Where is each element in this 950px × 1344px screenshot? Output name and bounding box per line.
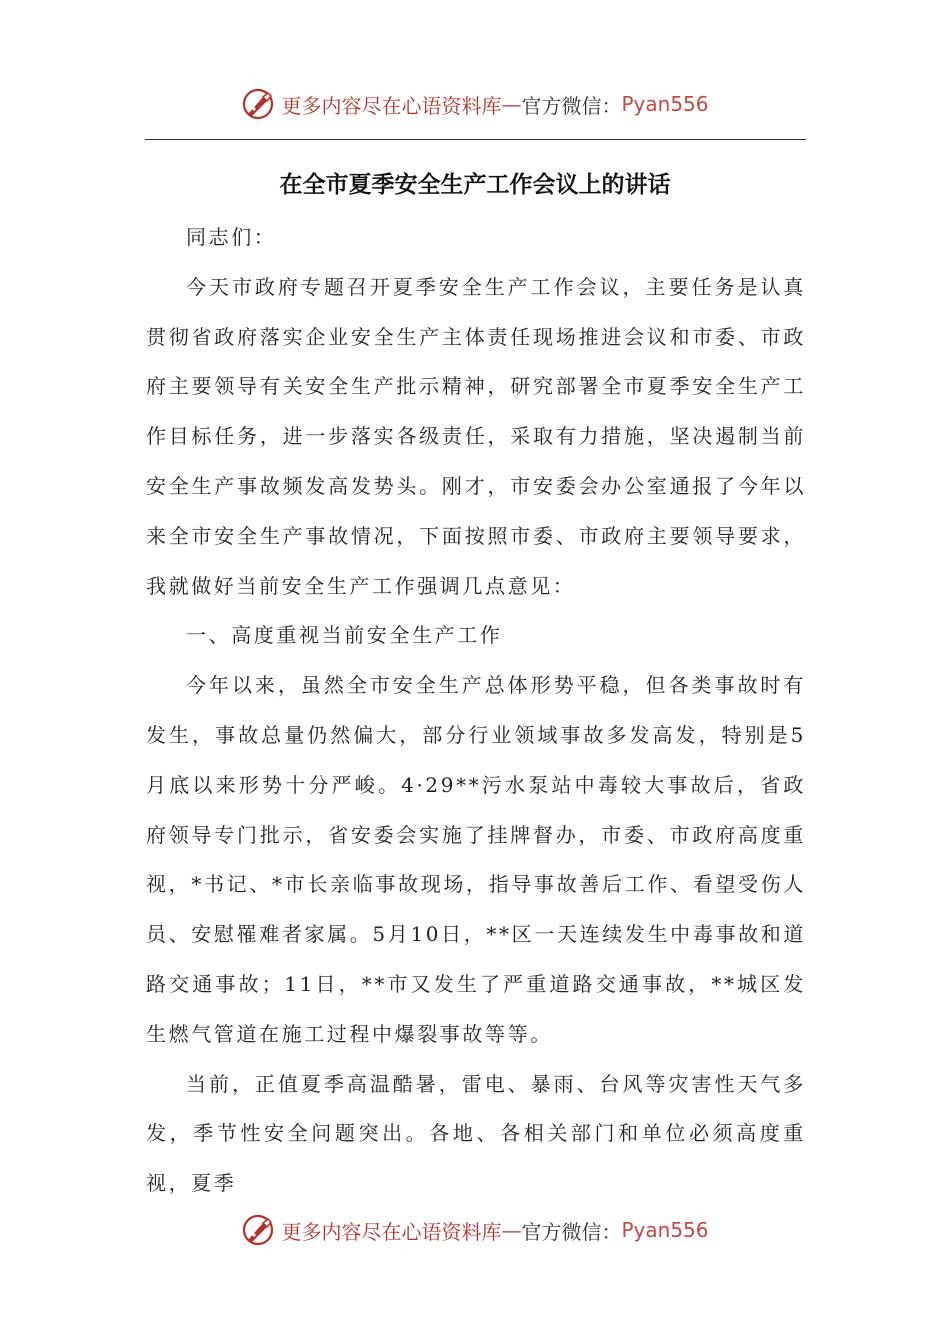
footer-brand: 更多内容尽在心语资料库	[281, 1219, 502, 1244]
pen-nib-circle-icon	[241, 1213, 275, 1247]
pen-nib-circle-icon	[241, 87, 275, 121]
document-body	[146, 213, 806, 1209]
header-dash: —	[501, 92, 522, 116]
section-heading: 一、高度重视当前安全生产工作	[186, 623, 503, 648]
header-brand: 更多内容尽在心语资料库	[281, 93, 502, 118]
header-divider	[145, 139, 806, 140]
footer-banner	[0, 1210, 950, 1250]
paragraph: 当前，正值夏季高温酷暑，雷电、暴雨、台风等灾害性天气多发，季节性安全问题突出。各地、各相关部门和单位必须高度重视，夏季	[146, 1071, 806, 1196]
header-wechat-id: Pyan556	[621, 92, 709, 116]
footer-wechat-id: Pyan556	[621, 1218, 709, 1242]
header-banner	[0, 84, 950, 124]
footer-dash: —	[501, 1218, 522, 1242]
document-title: 在全市夏季安全生产工作会议上的讲话	[279, 172, 671, 198]
header-wechat-label: 官方微信：	[521, 93, 622, 118]
salutation: 同志们：	[186, 225, 277, 249]
paragraph: 今年以来，虽然全市安全生产总体形势平稳，但各类事故时有发生，事故总量仍然偏大，部分行业领域事故多发高发，特别是5月底以来形势十分严峻。4·29**污水泵站中毒较大事故后，省政府领导专门批示，省安委会实施了挂牌督办，市委、市政府高度重视，*书记、*市长亲临事故现场，指导事故善后工作、看望受伤人员、安慰罹难者家属。5月10日，**区一天连续发生中毒事故和道路交通事故；11日，**市又发生了严重道路交通事故，**城区发生燃气管道在施工过程中爆裂事故等等。	[146, 673, 806, 1046]
footer-wechat-label: 官方微信：	[521, 1219, 622, 1244]
paragraph: 今天市政府专题召开夏季安全生产工作会议，主要任务是认真贯彻省政府落实企业安全生产主体责任现场推进会议和市委、市政府主要领导有关安全生产批示精神，研究部署全市夏季安全生产工作目标任务，进一步落实各级责任，采取有力措施，坚决遏制当前安全生产事故频发高发势头。刚才，市安委会办公室通报了今年以来全市安全生产事故情况，下面按照市委、市政府主要领导要求，我就做好当前安全生产工作强调几点意见：	[146, 274, 806, 598]
